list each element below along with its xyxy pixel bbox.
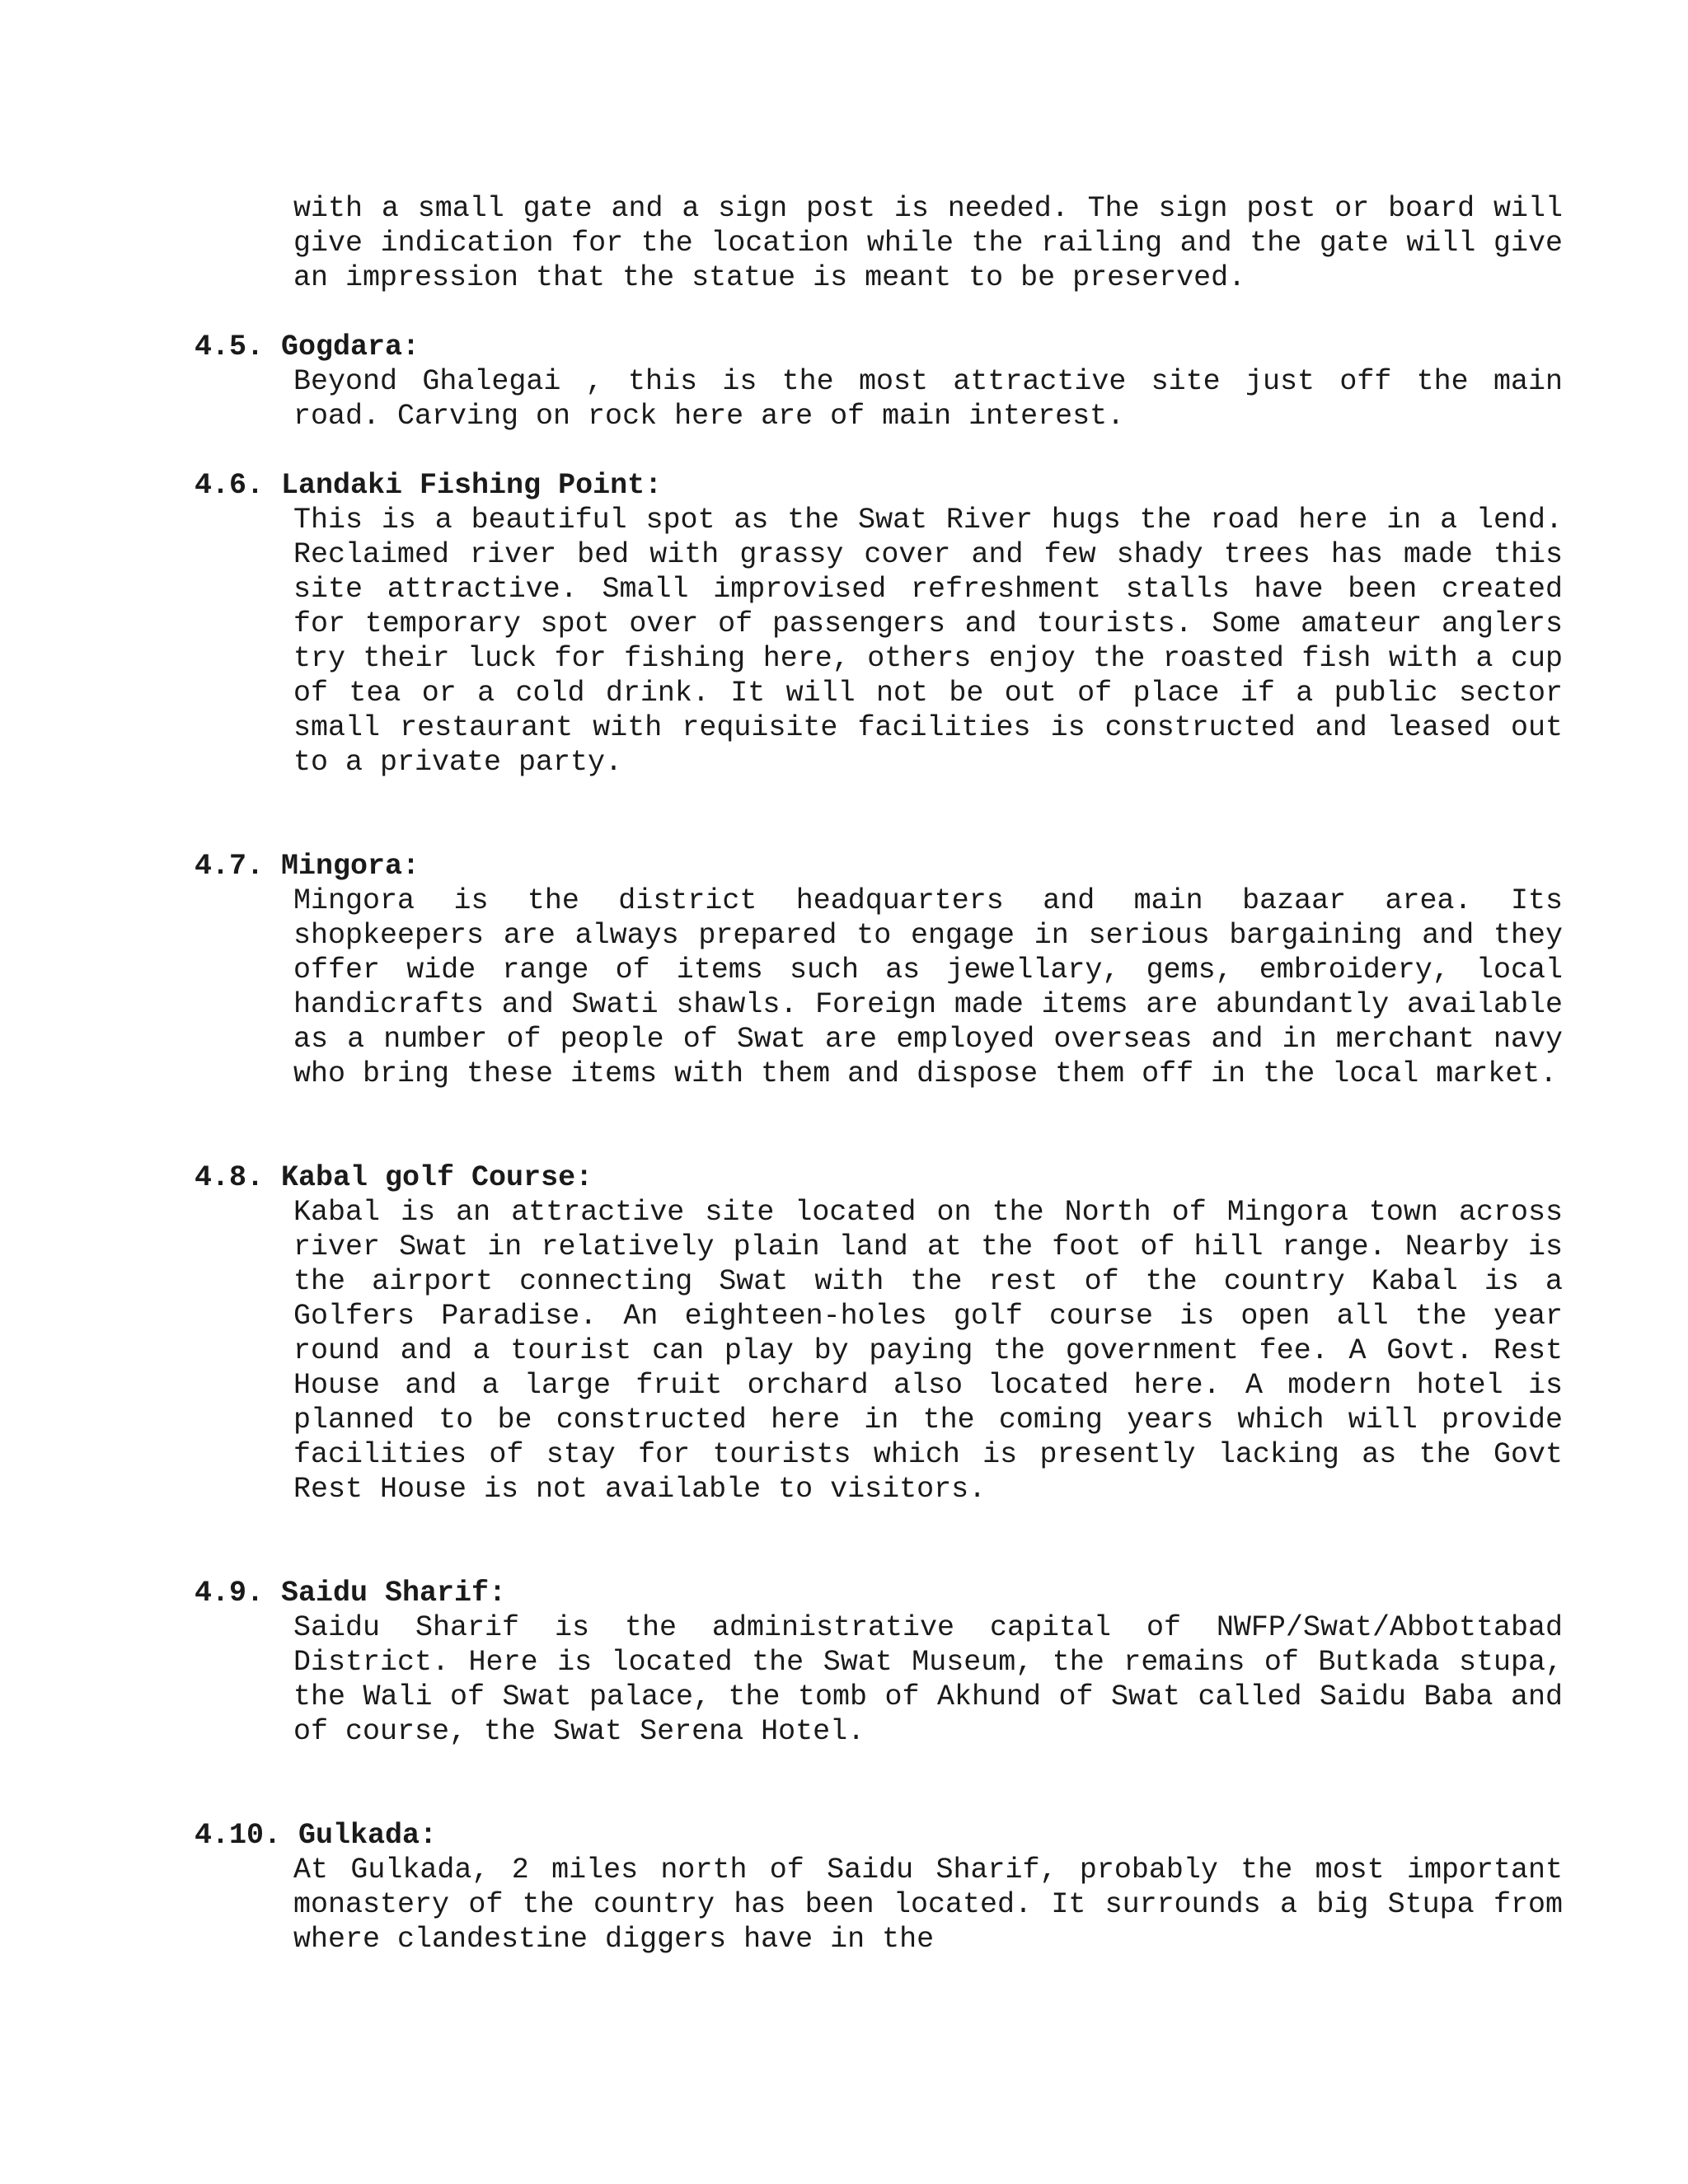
- section-heading: 4.9. Saidu Sharif:: [195, 1577, 507, 1610]
- section-mingora: [195, 849, 1563, 1091]
- section-saidu-sharif: [195, 1576, 1563, 1749]
- section-heading: 4.5. Gogdara:: [195, 330, 420, 363]
- section-gogdara: [195, 330, 1563, 434]
- intro-paragraph: [293, 191, 1563, 295]
- paragraph-body: with a small gate and a sign post is needed. The sign post or board will give indication for the location while the railing and the gate will give an impression that the statue is meant to be preserved.: [293, 192, 1563, 294]
- section-heading: 4.8. Kabal golf Course:: [195, 1161, 593, 1194]
- section-body: Beyond Ghalegai , this is the most attractive site just off the main road. Carving on rock here are of main interest.: [293, 365, 1563, 433]
- section-body: At Gulkada, 2 miles north of Saidu Sharif, probably the most important monastery of the country has been located. It surrounds a big Stupa from where clandestine diggers have in the: [293, 1854, 1563, 1956]
- section-landaki-fishing-point: [195, 468, 1563, 780]
- section-body: Kabal is an attractive site located on the North of Mingora town across river Swat in relatively plain land at the foot of hill range. Nearby is the airport connecting Swat with the rest of the country Kabal is a Golfers Paradise. An eighteen-holes golf course is open all the year round and a tourist can play by paying the government fee. A Govt. Rest House and a large fruit orchard also located here. A modern hotel is planned to be constructed here in the coming years which will provide facilities of stay for tourists which is presently lacking as the Govt Rest House is not available to visitors.: [293, 1196, 1563, 1506]
- section-kabal-golf-course: [195, 1160, 1563, 1507]
- section-body: Mingora is the district headquarters and main bazaar area. Its shopkeepers are always prepared to engage in serious bargaining and they offer wide range of items such as jewellary, gems, embroidery, local handicrafts and Swati shawls. Foreign made items are abundantly available as a number of people of Swat are employed overseas and in merchant navy who bring these items with them and dispose them off in the local market.: [293, 884, 1563, 1090]
- section-body: Saidu Sharif is the administrative capital of NWFP/Swat/Abbottabad District. Here is located the Swat Museum, the remains of Butkada stupa, the Wali of Swat palace, the tomb of Akhund of Swat called Saidu Baba and of course, the Swat Serena Hotel.: [293, 1611, 1563, 1748]
- section-gulkada: [195, 1818, 1563, 1957]
- section-heading: 4.7. Mingora:: [195, 850, 420, 883]
- section-heading: 4.10. Gulkada:: [195, 1819, 438, 1852]
- section-heading: 4.6. Landaki Fishing Point:: [195, 469, 663, 502]
- section-body: This is a beautiful spot as the Swat River hugs the road here in a lend. Reclaimed river bed with grassy cover and few shady trees has made this site attractive. Small improvised refreshment stalls have been created for temporary spot over of passengers and tourists. Some amateur anglers try their luck for fishing here, others enjoy the roasted fish with a cup of tea or a cold drink. It will not be out of place if a public sector small restaurant with requisite facilities is constructed and leased out to a private party.: [293, 504, 1563, 779]
